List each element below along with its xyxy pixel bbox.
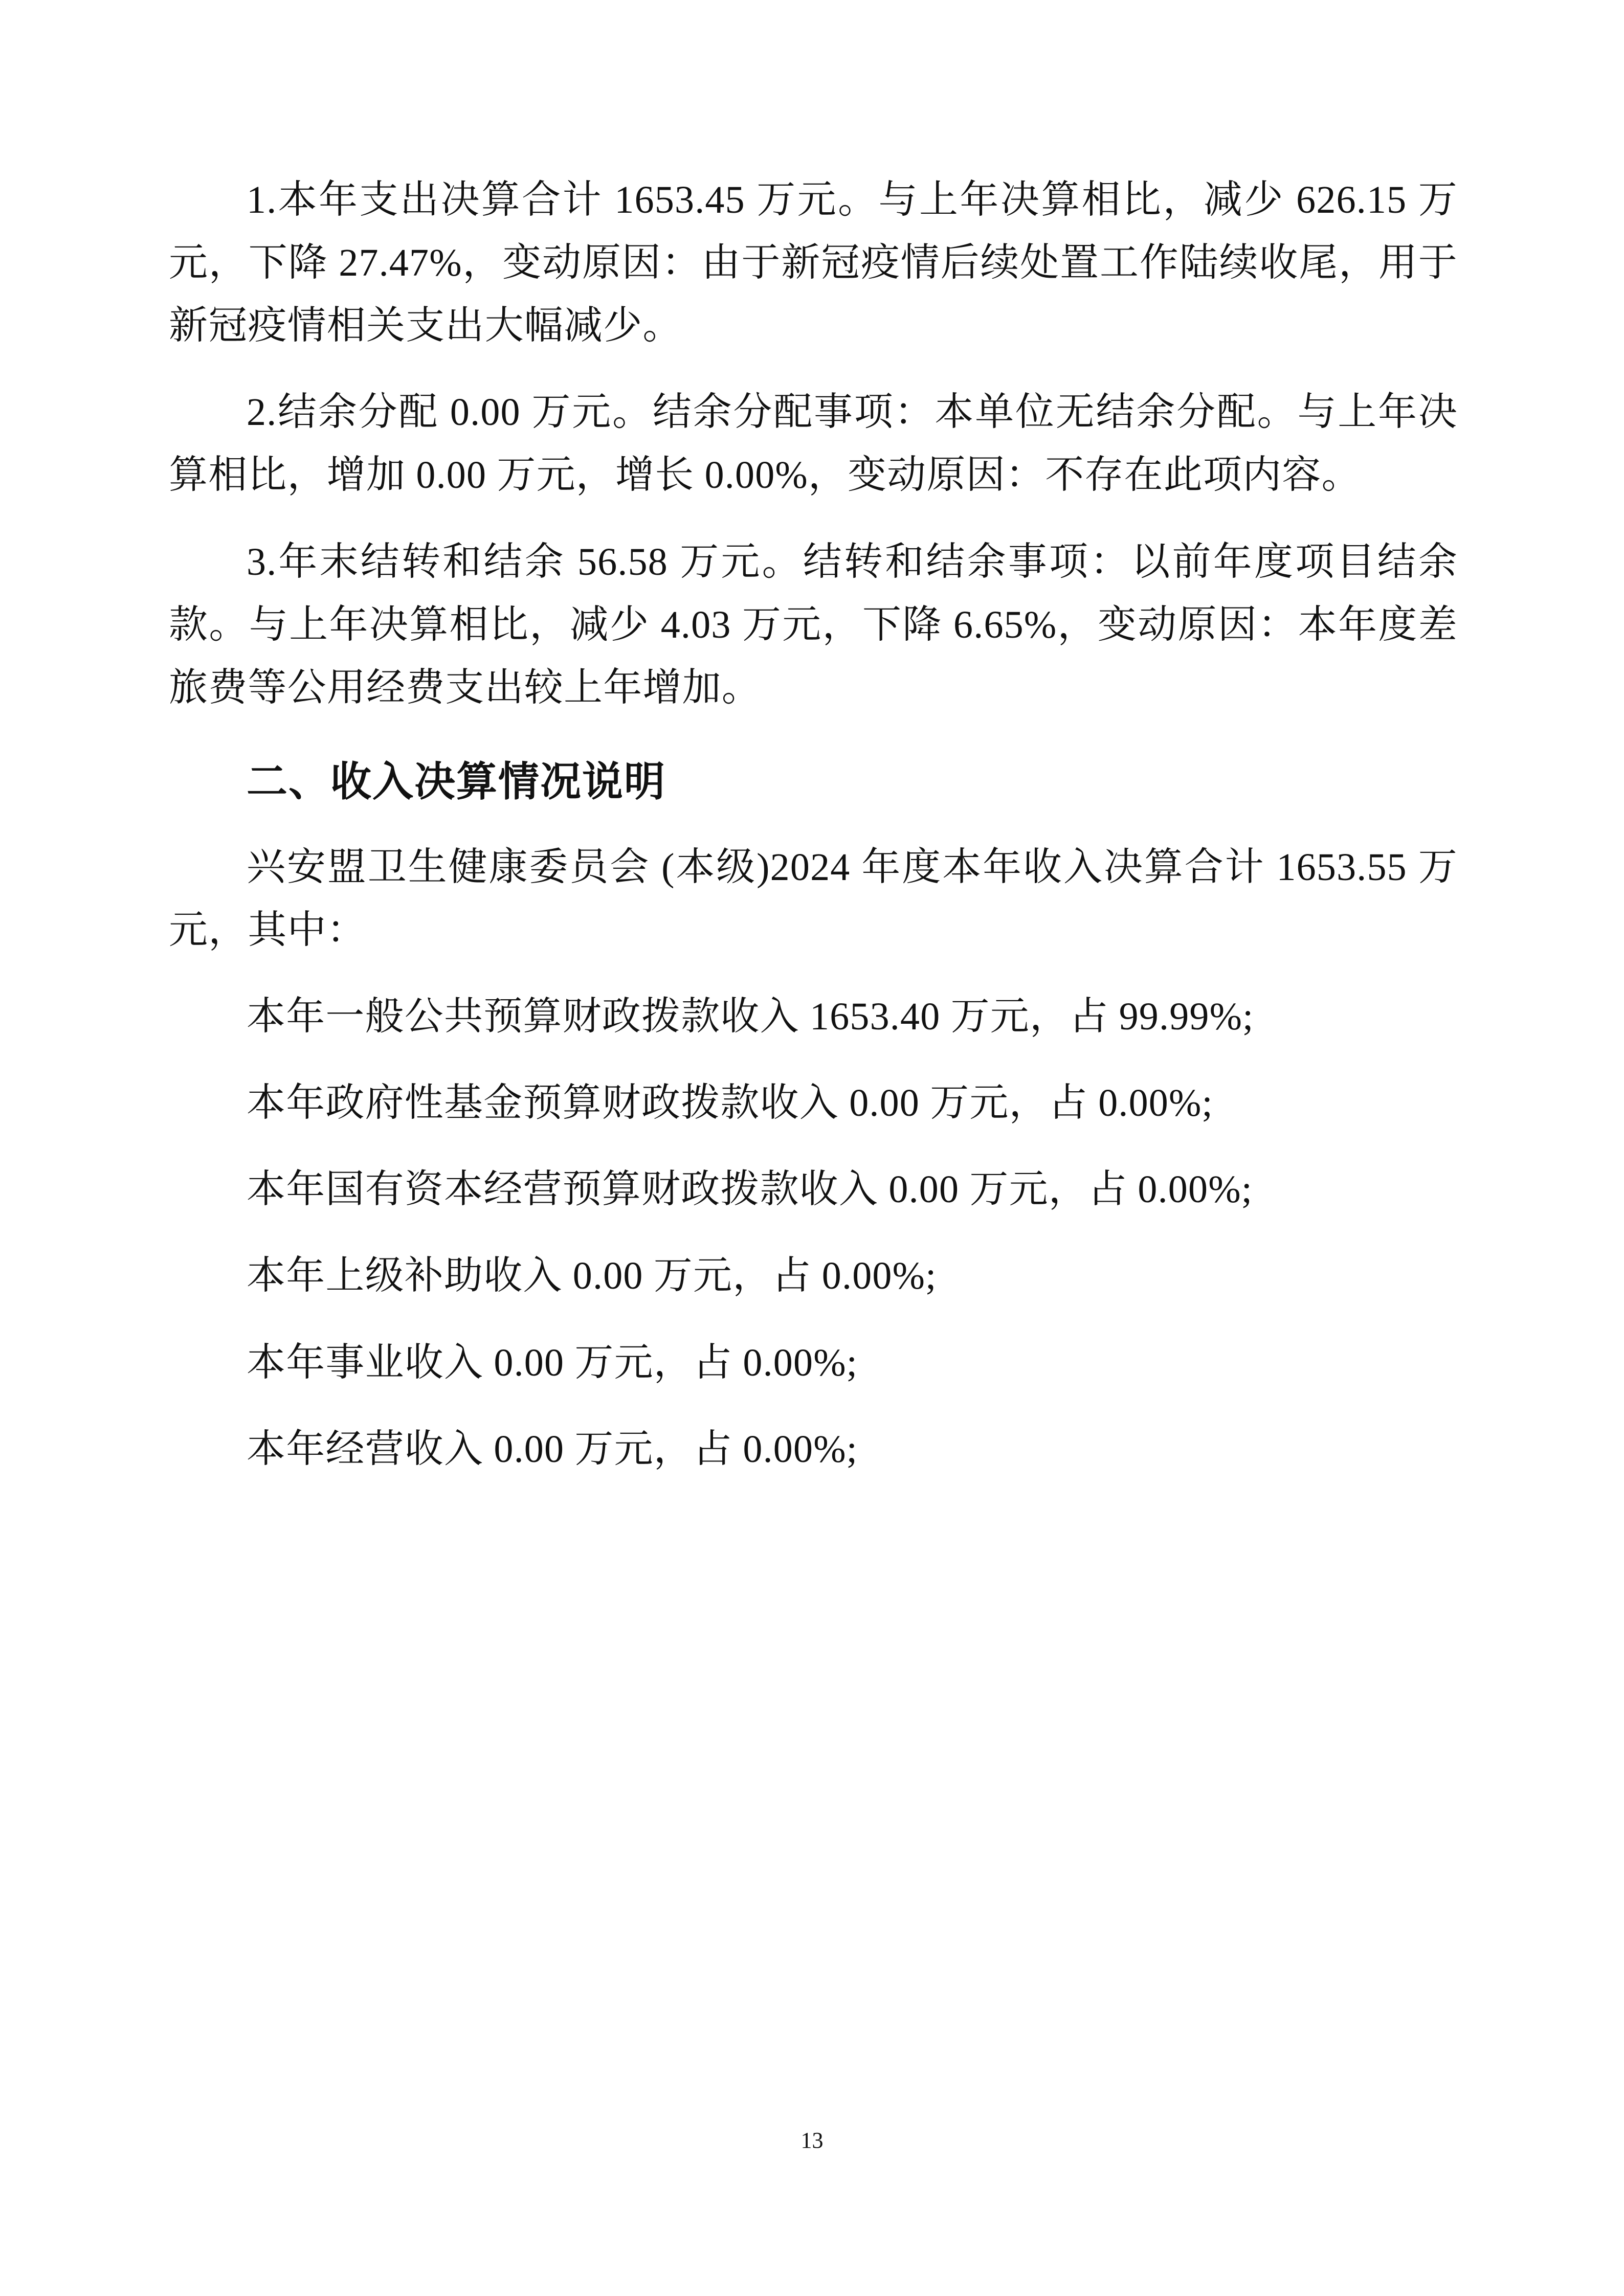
income-item-general-public-budget: 本年一般公共预算财政拨款收入 1653.40 万元，占 99.99%; <box>247 995 1254 1039</box>
income-item-business-income: 本年事业收入 0.00 万元，占 0.00%; <box>247 1341 858 1384</box>
paragraph-income-intro: 兴安盟卫生健康委员会 (本级)2024 年度本年收入决算合计 1653.55 万元，其中： <box>169 845 1458 952</box>
section-heading-income-settlement: 二、收入决算情况说明 <box>247 758 666 804</box>
page-number: 13 <box>800 2128 824 2153</box>
income-item-operating-income: 本年经营收入 0.00 万元，占 0.00%; <box>247 1427 858 1471</box>
paragraph-expenditure-total: 1.本年支出决算合计 1653.45 万元。与上年决算相比，减少 626.15 万元，下降 27.47%，变动原因：由于新冠疫情后续处置工作陆续收尾，用于新冠疫情相关支出大幅减少。 <box>169 178 1458 348</box>
income-item-superior-subsidy: 本年上级补助收入 0.00 万元，占 0.00%; <box>247 1254 937 1298</box>
paragraph-year-end-carryover: 3.年末结转和结余 56.58 万元。结转和结余事项：以前年度项目结余款。与上年决算相比，减少 4.03 万元，下降 6.65%，变动原因：本年度差旅费等公用经费支出较上年增加。 <box>169 540 1458 709</box>
page-content <box>169 169 1458 1504</box>
income-item-government-fund-budget: 本年政府性基金预算财政拨款收入 0.00 万元，占 0.00%; <box>247 1082 1213 1125</box>
income-item-state-capital-budget: 本年国有资本经营预算财政拨款收入 0.00 万元，占 0.00%; <box>247 1168 1253 1211</box>
paragraph-surplus-distribution: 2.结余分配 0.00 万元。结余分配事项：本单位无结余分配。与上年决算相比，增加 0.00 万元，增长 0.00%，变动原因：不存在此项内容。 <box>169 391 1458 497</box>
